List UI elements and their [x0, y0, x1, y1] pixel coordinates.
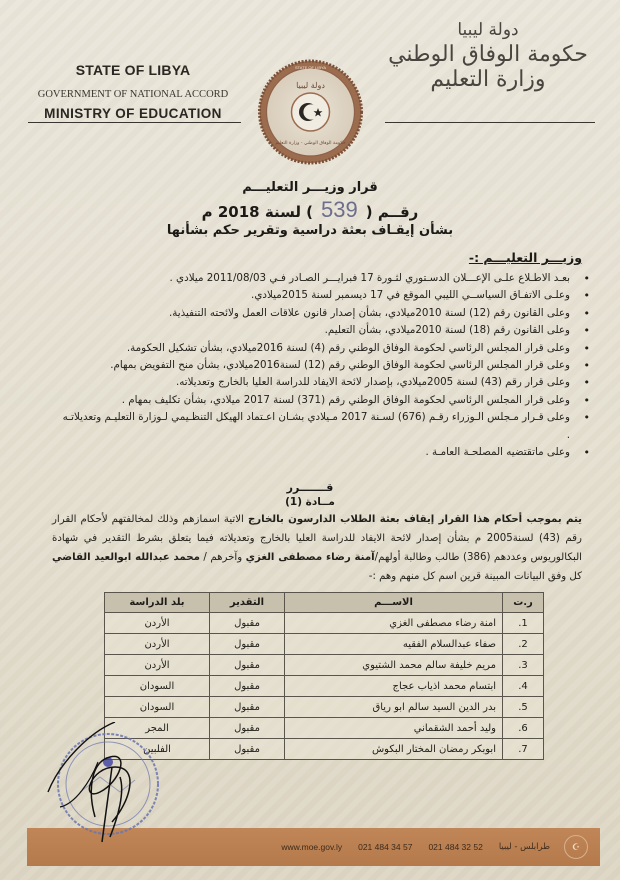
table-row [105, 697, 544, 718]
decree-title-line1: قرار وزيـــر التعليـــم [242, 180, 378, 195]
preamble-item: • بعـد الاطـلاع علـى الإعـــلان الدسـتوري لثـورة 17 فبرايـــر الصـادر فـي 2011/08/03 ميلادي . [58, 270, 578, 287]
row-grade: مقبول [210, 676, 285, 697]
row-grade: مقبول [210, 613, 285, 634]
decree-number: 539 [321, 197, 358, 222]
first-student-name: آمنة رضاء مصطفى الغزي [245, 552, 375, 563]
seal-bottom-text: حكومة الوفاق الوطني - وزارة التعليم [275, 141, 346, 146]
row-name: مريم خليفة سالم محمد الشتيوي [285, 655, 503, 676]
government-ar: حكومة الوفاق الوطني [388, 42, 588, 67]
preamble-item: • وعلى قـرار مـجلس الـوزراء رقـم (676) لسـنة 2017 مـيلادي بشـان اعـتماد الهيكل التنظـيمي لـوزارة التعليـم وتعديلاتـه . [58, 409, 578, 444]
preamble-item: • وعلى قرار المجلس الرئاسي لحكومة الوفاق الوطني رقم (371) لسنة 2017 ميلادي، بشأن تكليف بمهام . [58, 392, 578, 409]
row-index: 3. [503, 655, 544, 676]
row-name: ابوبكر رمضان المختار البكوش [285, 739, 503, 760]
preamble-item: • وعلى القانون رقم (18) لسنة 2010ميلادي، بشأن التعليم. [58, 322, 578, 339]
row-name: ابتسام محمد اذياب عجاج [285, 676, 503, 697]
article-body-1: الاتية اسمازهم وذلك لمخالفتهم لأحكام القرار رقم (43) لسنة2005 م بشأن إصدار لائحة الايفاد للدراسة العليا بالخارج وتعديلاته فيما يتعلق بشرط التقدير في شهادة البكالوريوس وعددهم (386) طالب وطالبة أولهم/ [52, 514, 583, 563]
row-country: الأردن [105, 613, 210, 634]
table-row [105, 739, 544, 760]
minister-heading: وزيـــر التعليـــم :- [468, 250, 582, 265]
table-row [105, 676, 544, 697]
row-country: الأردن [105, 634, 210, 655]
row-country: الأردن [105, 655, 210, 676]
footer-city: طرابلس - ليبيا [498, 842, 550, 852]
state-en: STATE OF LIBYA [75, 62, 191, 78]
row-grade: مقبول [210, 655, 285, 676]
row-grade: مقبول [210, 634, 285, 655]
decree-number-suffix: ) لسنة 2018 م [201, 203, 314, 221]
preamble-item: • وعلى قرار المجلس الرئاسي لحكومة الوفاق الوطني رقم (12) لسنة2016ميلادي، بشأن منح التفويض بمهام. [58, 357, 578, 374]
header-rule-right [385, 122, 595, 123]
row-name: صفاء عبدالسلام الفقيه [285, 634, 503, 655]
decree-number-prefix: رقــم ( [365, 203, 419, 221]
state-ar: دولة ليبيا [457, 20, 519, 40]
seal-ar-text: دولة ليبيا [296, 81, 325, 90]
footer-phone-2: 021 484 32 52 [428, 842, 483, 852]
preamble-item: • وعلى القانون رقم (12) لسنة 2010ميلادي، بشأن إصدار قانون علاقات العمل ولائحته التنفيذية. [58, 305, 578, 322]
ministry-seal-logo [258, 58, 363, 166]
preamble-item: • وعلى قرار رقم (43) لسنة 2005ميلادي، بإصدار لائحة الايفاد للدراسة العليا بالخارج وتعديلاته. [58, 374, 578, 391]
decision-heading: قـــــــرر [286, 481, 334, 494]
government-en: GOVERNMENT OF NATIONAL ACCORD [37, 89, 229, 100]
article-body-2: وآخرهم / [199, 552, 246, 563]
ministry-ar: وزارة التعليم [430, 67, 546, 92]
row-index: 4. [503, 676, 544, 697]
last-student-name: محمد عبدالله ابوالعيد القاضي [52, 552, 200, 563]
table-row [105, 718, 544, 739]
preamble-item: • وعلى ماتقتضيه المصلحـة العامـة . [58, 444, 578, 461]
official-stamp-signature [40, 722, 165, 847]
letterhead-arabic [388, 20, 588, 92]
footer-website[interactable]: www.moe.gov.ly [281, 842, 343, 852]
footer-emblem-icon: ☪ [564, 835, 588, 859]
col-country: بلد الدراسة [105, 593, 210, 613]
preamble-item: • وعلـى الاتفـاق السياســي الليبي الموقع في 17 ديسمبر لسنة 2015ميلادي. [58, 287, 578, 304]
row-index: 1. [503, 613, 544, 634]
col-grade: التقدير [210, 593, 285, 613]
row-name: بدر الدين السيد سالم ابو رياق [285, 697, 503, 718]
decree-number-line [120, 197, 500, 223]
article-body [52, 510, 582, 586]
decree-subject: بشأن إيقـاف بعثة دراسية وتقرير حكم بشأنها [166, 223, 454, 238]
article-heading: مــادة (1) [285, 496, 335, 508]
article-body-3: كل وفق البيانات المبينة قرين اسم كل منهم وهم :- [368, 571, 582, 582]
table-header-row [105, 593, 544, 613]
row-index: 5. [503, 697, 544, 718]
col-index: ر.ت [503, 593, 544, 613]
row-index: 7. [503, 739, 544, 760]
row-index: 6. [503, 718, 544, 739]
row-grade: مقبول [210, 697, 285, 718]
decree-title [120, 180, 500, 238]
preamble-item: • وعلى قرار المجلس الرئاسي لحكومة الوفاق الوطني رقم (4) لسنة 2016ميلادي، بشأن تشكيل الحكومة. [58, 340, 578, 357]
ministry-en: MINISTRY OF EDUCATION [44, 106, 222, 121]
row-index: 2. [503, 634, 544, 655]
row-name: وليد أحمد الشقماني [285, 718, 503, 739]
row-name: امنة رضاء مصطفى الغزي [285, 613, 503, 634]
header-rule-left [28, 122, 241, 123]
col-name: الاســـم [285, 593, 503, 613]
row-country: السودان [105, 676, 210, 697]
row-grade: مقبول [210, 718, 285, 739]
footer-phone-1: 021 484 34 57 [358, 842, 413, 852]
row-country: الفلبين [105, 739, 210, 760]
table-row [105, 655, 544, 676]
article-body-bold-1: يتم بموجب أحكام هذا القرار إيقاف بعثة الطلاب الدارسون بالخارج [247, 514, 583, 525]
seal-top-text: STATE OF LIBYA [294, 65, 327, 70]
table-row [105, 634, 544, 655]
table-row [105, 613, 544, 634]
row-country: المجر [105, 718, 210, 739]
students-table [104, 592, 544, 760]
row-country: السودان [105, 697, 210, 718]
preamble-list [58, 270, 594, 461]
row-grade: مقبول [210, 739, 285, 760]
letterhead-english [28, 62, 238, 121]
